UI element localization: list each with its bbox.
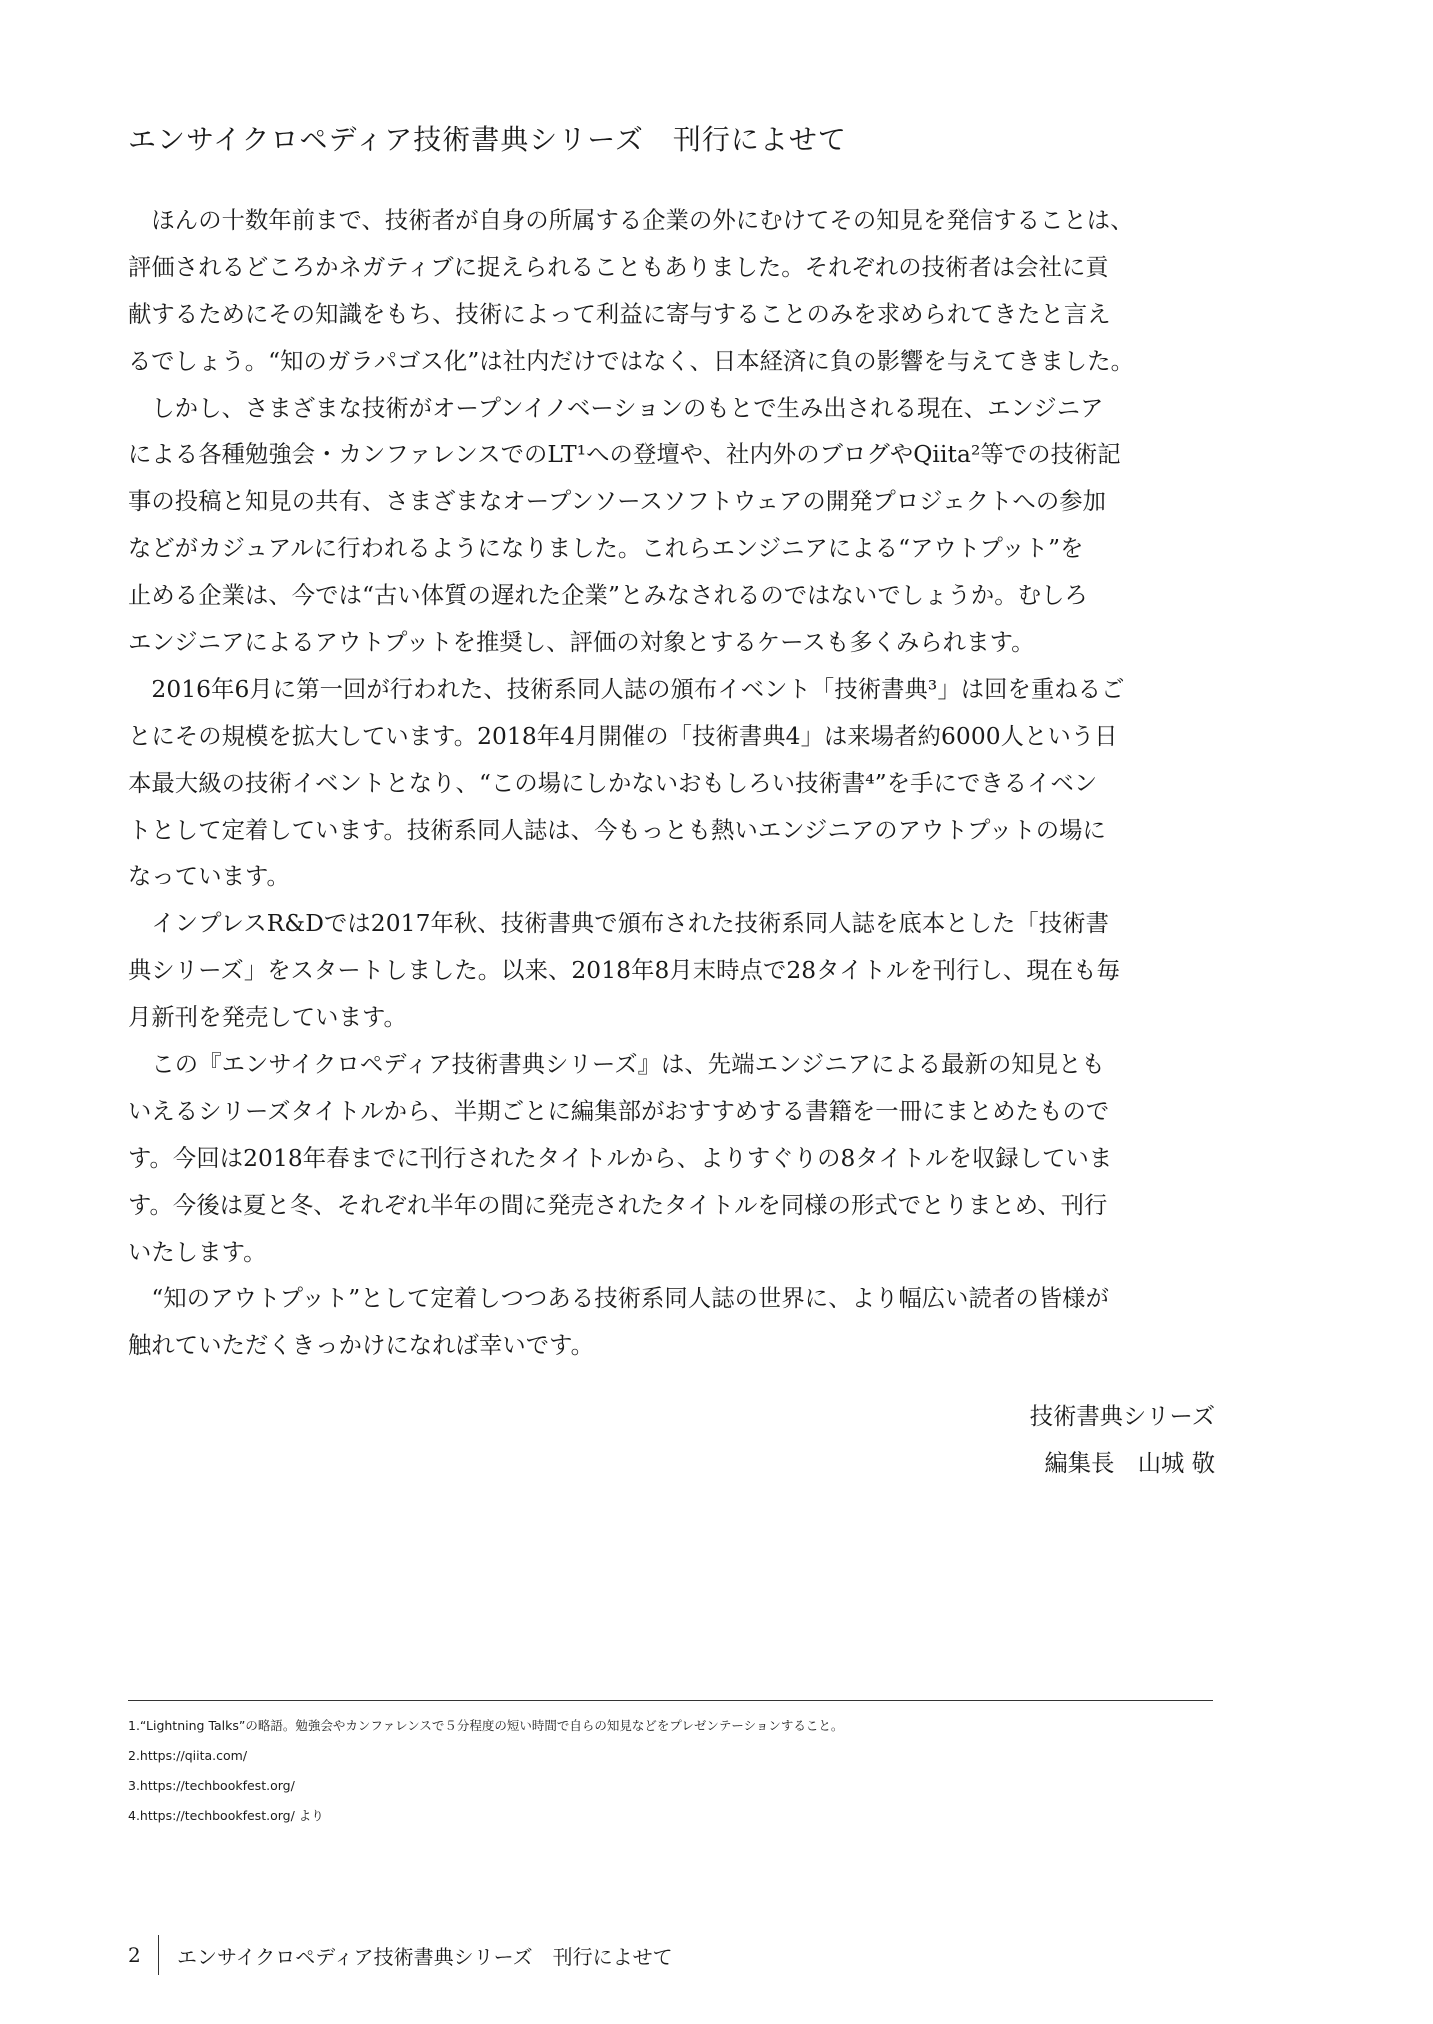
body-line: 本最大級の技術イベントとなり、“この場にしかないおもしろい技術書⁴”を手にできるイベン xyxy=(128,769,1098,797)
body-line: す。今回は2018年春までに刊行されたタイトルから、よりすぐりの8タイトルを収録していま xyxy=(128,1144,1113,1172)
running-title: エンサイクロペディア技術書典シリーズ 刊行によせて xyxy=(177,1944,673,1969)
body-line: いたします。 xyxy=(128,1238,267,1266)
body-line: “知のアウトプット”として定着しつつある技術系同人誌の世界に、より幅広い読者の皆様が xyxy=(128,1285,1109,1313)
body-line: ほんの十数年前まで、技術者が自身の所属する企業の外にむけてその知見を発信することは、 xyxy=(128,207,1134,234)
body-line: るでしょう。“知のガラパゴス化”は社内だけではなく、日本経済に負の影響を与えてきました。 xyxy=(128,347,1134,375)
body-text xyxy=(128,198,1213,1370)
body-line: 触れていただくきっかけになれば幸いです。 xyxy=(128,1332,595,1360)
body-line: 典シリーズ」をスタートしました。以来、2018年8月末時点で28タイトルを刊行し、現在も毎 xyxy=(128,957,1120,985)
body-line: 事の投稿と知見の共有、さまざまなオープンソースソフトウェアの開発プロジェクトへの参加 xyxy=(128,488,1107,516)
body-line: 2016年6月に第一回が行われた、技術系同人誌の頒布イベント「技術書典³」は回を重ねるご xyxy=(128,675,1125,703)
footnote-1: 1.“Lightning Talks”の略語。勉強会やカンファレンスで５分程度の短い時間で自らの知見などをプレゼンテーションすること。 xyxy=(128,1718,844,1733)
footnote-4[interactable]: 4.https://techbookfest.org/ より xyxy=(128,1808,324,1823)
footer-divider xyxy=(158,1935,159,1975)
footnote-divider xyxy=(128,1700,1213,1701)
page-footer xyxy=(128,1935,673,1975)
page-title: エンサイクロペディア技術書典シリーズ 刊行によせて xyxy=(128,123,847,156)
body-line: いえるシリーズタイトルから、半期ごとに編集部がおすすめする書籍を一冊にまとめたもので xyxy=(128,1097,1110,1125)
body-line: トとして定着しています。技術系同人誌は、今もっとも熱いエンジニアのアウトプットの場に xyxy=(128,816,1106,844)
body-line: エンジニアによるアウトプットを推奨し、評価の対象とするケースも多くみられます。 xyxy=(128,629,1035,657)
footnote-2[interactable]: 2.https://qiita.com/ xyxy=(128,1748,248,1763)
body-line: 月新刊を発売しています。 xyxy=(128,1004,407,1032)
body-line: インプレスR&Dでは2017年秋、技術書典で頒布された技術系同人誌を底本とした「技術書 xyxy=(128,910,1109,938)
page-number: 2 xyxy=(128,1943,141,1967)
body-line: 止める企業は、今では“古い体質の遅れた企業”とみなされるのではないでしょうか。むしろ xyxy=(128,582,1088,610)
body-line: しかし、さまざまな技術がオープンイノベーションのもとで生み出される現在、エンジニア xyxy=(128,394,1104,422)
body-line: この『エンサイクロペディア技術書典シリーズ』は、先端エンジニアによる最新の知見とも xyxy=(128,1051,1105,1079)
footnote-3[interactable]: 3.https://techbookfest.org/ xyxy=(128,1778,295,1793)
body-line: とにその規模を拡大しています。2018年4月開催の「技術書典4」は来場者約6000人という日 xyxy=(128,722,1118,750)
body-line: 評価されるどころかネガティブに捉えられることもありました。それぞれの技術者は会社に貢 xyxy=(128,253,1109,281)
body-line: す。今後は夏と冬、それぞれ半年の間に発売されたタイトルを同様の形式でとりまとめ、刊行 xyxy=(128,1191,1108,1219)
body-line: による各種勉強会・カンファレンスでのLT¹への登壇や、社内外のブログやQiita²等での技術記 xyxy=(128,441,1121,469)
signature-editor: 編集長 山城 敬 xyxy=(1044,1450,1215,1477)
body-line: なっています。 xyxy=(128,863,290,891)
body-line: などがカジュアルに行われるようになりました。これらエンジニアによる“アウトプット”を xyxy=(128,535,1084,563)
footnotes xyxy=(128,1716,1213,1836)
body-line: 献するためにその知識をもち、技術によって利益に寄与することのみを求められてきたと言え xyxy=(128,300,1111,328)
signature-series: 技術書典シリーズ xyxy=(1029,1403,1215,1430)
